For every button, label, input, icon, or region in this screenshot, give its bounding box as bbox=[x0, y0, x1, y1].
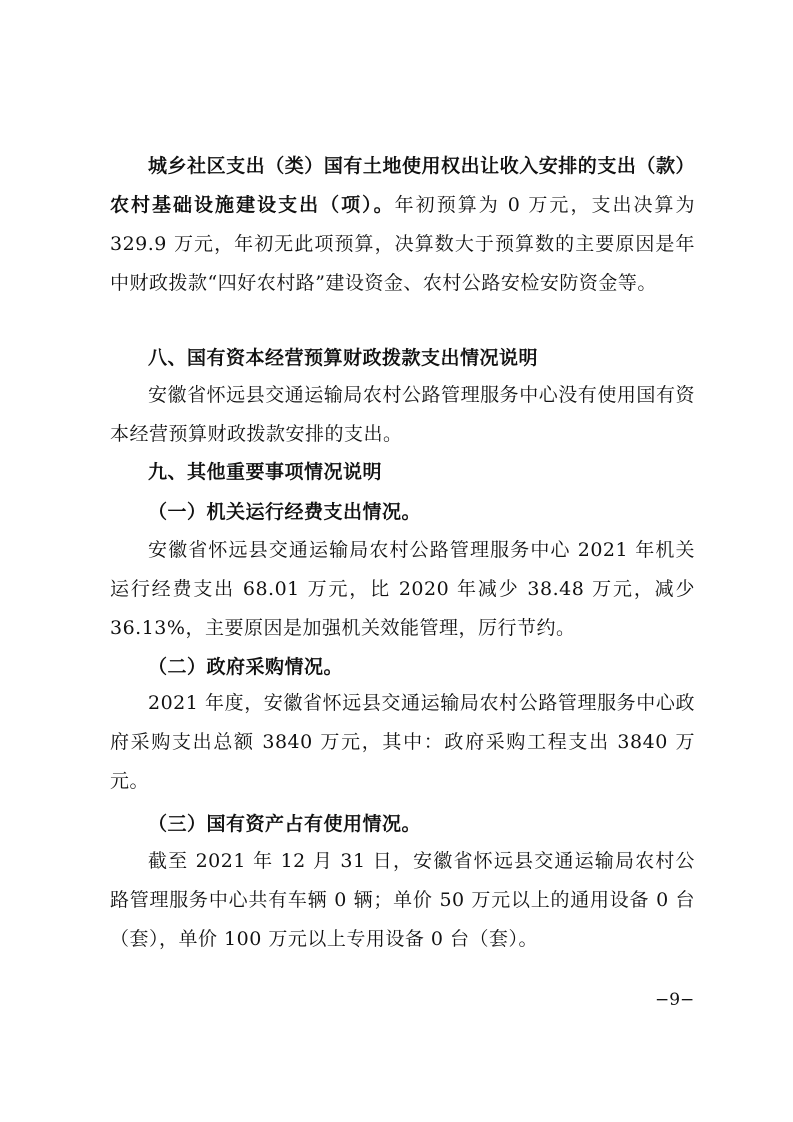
section-eight bbox=[110, 339, 695, 378]
section-nine bbox=[110, 453, 695, 492]
subsection-two bbox=[110, 648, 695, 687]
paragraph-community-expenditure bbox=[110, 147, 695, 303]
subsection-three bbox=[110, 805, 695, 844]
section-community-expenditure bbox=[110, 147, 695, 303]
subsection-three-body bbox=[110, 842, 695, 959]
body-text: 年初预算为 0 万元，支出决算为 329.9 万元，年初无此项预算，决算数大于预算数的主要原因是年中财政拨款“四好农村路”建设资金、农村公路安检安防资金等。 bbox=[110, 194, 695, 294]
subsection-two-body bbox=[110, 684, 695, 801]
paragraph-government-procurement: 2021 年度，安徽省怀远县交通运输局农村公路管理服务中心政府采购支出总额 3840 万元，其中：政府采购工程支出 3840 万元。 bbox=[110, 692, 695, 792]
heading-section-eight: 八、国有资本经营预算财政拨款支出情况说明 bbox=[148, 347, 539, 369]
subsection-one bbox=[110, 493, 695, 532]
subsection-one-body bbox=[110, 531, 695, 648]
heading-section-nine: 九、其他重要事项情况说明 bbox=[148, 461, 383, 483]
heading-subsection-three: （三）国有资产占有使用情况。 bbox=[148, 813, 422, 835]
section-eight-body bbox=[110, 376, 695, 454]
paragraph-state-assets: 截至 2021 年 12 月 31 日，安徽省怀远县交通运输局农村公路管理服务中心共有车辆 0 辆；单价 50 万元以上的通用设备 0 台（套），单价 100 万元以上专用设备 0 台（套）。 bbox=[110, 850, 695, 950]
paragraph-operating-expenses: 安徽省怀远县交通运输局农村公路管理服务中心 2021 年机关运行经费支出 68.01 万元，比 2020 年减少 38.48 万元，减少 36.13%，主要原因是加强机关效能管理，厉行节约。 bbox=[110, 539, 695, 639]
heading-subsection-one: （一）机关运行经费支出情况。 bbox=[148, 501, 422, 523]
heading-subsection-two: （二）政府采购情况。 bbox=[148, 656, 344, 678]
page-number: −9− bbox=[655, 990, 695, 1010]
bold-lead-text: 城乡社区支出（类）国有土地使用权出让收入安排的支出（款）农村基础设施建设支出（项）。 bbox=[110, 155, 695, 216]
paragraph-state-capital: 安徽省怀远县交通运输局农村公路管理服务中心没有使用国有资本经营预算财政拨款安排的支出。 bbox=[110, 384, 695, 445]
